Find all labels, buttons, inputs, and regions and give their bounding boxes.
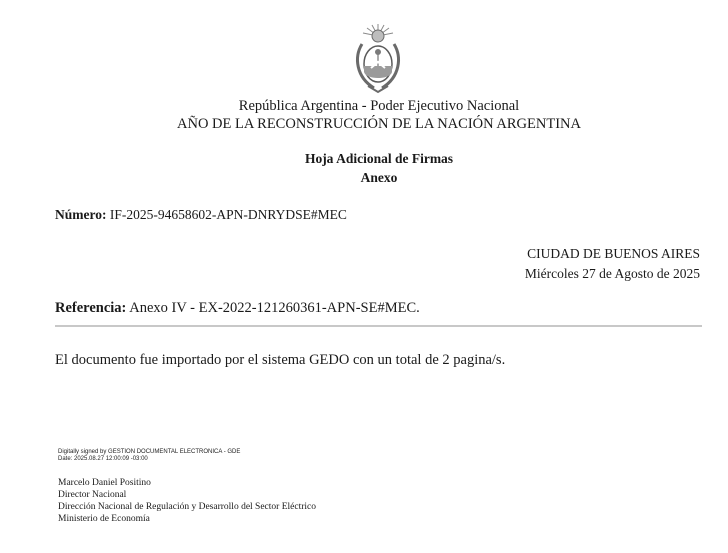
reference-line	[55, 300, 420, 317]
header-republic-line: República Argentina - Poder Ejecutivo Nacional	[238, 98, 520, 114]
numero-value: IF-2025-94658602-APN-DNRYDSE#MEC	[109, 207, 347, 222]
date-line: Miércoles 27 de Agosto de 2025	[524, 266, 700, 281]
referencia-label: Referencia:	[55, 300, 127, 316]
document-subtitle: Anexo	[360, 170, 398, 185]
document-title: Hoja Adicional de Firmas	[304, 151, 454, 166]
digital-signature-date: Date: 2025.08.27 12:00:09 -03:00	[58, 456, 148, 462]
city-line: CIUDAD DE BUENOS AIRES	[527, 246, 700, 261]
signer-office: Dirección Nacional de Regulación y Desarrollo del Sector Eléctrico	[58, 502, 316, 512]
digital-signature-by: Digitally signed by GESTION DOCUMENTAL ELECTRONICA - GDE	[58, 449, 241, 455]
horizontal-divider	[55, 325, 702, 327]
referencia-value: Anexo IV - EX-2022-121260361-APN-SE#MEC.	[129, 300, 420, 316]
signer-ministry: Ministerio de Economía	[58, 514, 150, 524]
document-number	[55, 207, 347, 223]
signer-role: Director Nacional	[58, 490, 127, 500]
coat-of-arms-emblem	[352, 22, 404, 94]
signer-name: Marcelo Daniel Positino	[58, 478, 151, 488]
numero-label: Número:	[55, 207, 107, 222]
import-notice: El documento fue importado por el sistema GEDO con un total de 2 pagina/s.	[55, 352, 506, 368]
header-year-motto: AÑO DE LA RECONSTRUCCIÓN DE LA NACIÓN ARGENTINA	[177, 116, 581, 132]
